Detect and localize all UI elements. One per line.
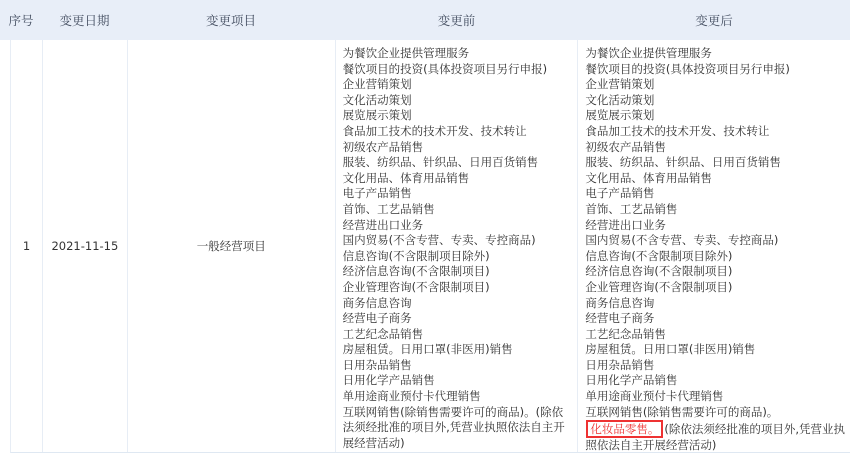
scope-text-line: 经营进出口业务: [342, 217, 424, 232]
header-before: 变更前: [437, 13, 476, 28]
scope-text-line: 商务信息咨询: [585, 295, 655, 310]
scope-text-line: 日用杂品销售: [342, 357, 412, 372]
header-seq: 序号: [8, 13, 34, 28]
scope-text-line: 信息咨询(不含限制项目除外): [342, 248, 490, 263]
highlight-annotation-box: 化妆品零售。: [586, 420, 663, 438]
after-last-post: (除依法须经批准的项目外,凭营业执照依法自主开展经营活动): [585, 422, 845, 452]
scope-text-line: 文化活动策划: [342, 92, 412, 107]
scope-text-line: 互联网销售(除销售需要许可的商品)。(除依法须经批准的项目外,凭营业执照依法自主开展经营活动): [342, 404, 565, 450]
scope-text-line: 展览展示策划: [585, 108, 655, 123]
table-header-row: [0, 0, 850, 40]
header-item: 变更项目: [205, 13, 256, 28]
before-lines: [343, 46, 572, 451]
scope-text-line: 初级农产品销售: [342, 139, 424, 154]
scope-text-line: 房屋租赁。日用口罩(非医用)销售: [585, 342, 756, 357]
cell-after: [578, 40, 850, 452]
scope-text-line: 为餐饮企业提供管理服务: [585, 46, 712, 60]
scope-text-line: 电子产品销售: [585, 186, 655, 201]
after-last-line: [585, 405, 846, 452]
scope-text-line: 经营进出口业务: [585, 217, 666, 232]
scope-text-line: 日用化学产品销售: [585, 373, 678, 388]
scope-text-line: 国内贸易(不含专营、专卖、专控商品): [342, 233, 536, 248]
scope-text-line: 首饰、工艺品销售: [342, 201, 435, 216]
scope-text-line: 文化用品、体育用品销售: [342, 170, 470, 185]
scope-text-line: 日用杂品销售: [585, 357, 655, 372]
scope-text-line: 国内贸易(不含专营、专卖、专控商品): [585, 233, 779, 248]
scope-text-line: 食品加工技术的技术开发、技术转让: [342, 123, 527, 138]
scope-text-line: 房屋租赁。日用口罩(非医用)销售: [342, 342, 513, 357]
scope-text-line: 首饰、工艺品销售: [585, 201, 678, 216]
cell-item: 一般经营项目: [128, 40, 336, 452]
scope-text-line: 企业营销策划: [342, 77, 412, 92]
scope-text-line: 工艺纪念品销售: [585, 326, 666, 341]
scope-text-line: 食品加工技术的技术开发、技术转让: [585, 123, 770, 138]
scope-text-line: 服装、纺织品、针织品、日用百货销售: [585, 155, 781, 170]
scope-text-line: 为餐饮企业提供管理服务: [342, 46, 470, 60]
cell-date: 2021-11-15: [43, 40, 128, 452]
scope-text-line: 文化用品、体育用品销售: [585, 170, 712, 185]
scope-text-line: 商务信息咨询: [342, 295, 412, 310]
scope-text-line: 日用化学产品销售: [342, 373, 435, 388]
scope-text-line: 单用途商业预付卡代理销售: [585, 389, 724, 404]
scope-text-line: 经济信息咨询(不含限制项目): [585, 264, 733, 279]
scope-text-line: 初级农产品销售: [585, 139, 666, 154]
scope-text-line: 经营电子商务: [342, 311, 412, 326]
table-row: [10, 40, 850, 453]
scope-text-line: 经济信息咨询(不含限制项目): [342, 264, 490, 279]
scope-text-line: 企业营销策划: [585, 77, 655, 92]
scope-text-line: 工艺纪念品销售: [342, 326, 424, 341]
scope-text-line: 餐饮项目的投资(具体投资项目另行申报): [342, 61, 548, 76]
after-lines: [585, 46, 846, 405]
scope-text-line: 文化活动策划: [585, 92, 655, 107]
header-after: 变更后: [695, 13, 733, 28]
cell-before: [336, 40, 579, 452]
scope-text-line: 电子产品销售: [342, 186, 412, 201]
scope-text-line: 经营电子商务: [585, 311, 655, 326]
scope-text-line: 企业管理咨询(不含限制项目): [585, 279, 733, 294]
scope-text-line: 企业管理咨询(不含限制项目): [342, 279, 490, 294]
scope-text-line: 单用途商业预付卡代理销售: [342, 389, 481, 404]
header-date: 变更日期: [59, 13, 110, 28]
cell-seq: 1: [11, 40, 43, 452]
scope-text-line: 服装、纺织品、针织品、日用百货销售: [342, 155, 539, 170]
scope-text-line: 展览展示策划: [342, 108, 412, 123]
scope-text-line: 餐饮项目的投资(具体投资项目另行申报): [585, 61, 790, 76]
scope-text-line: 信息咨询(不含限制项目除外): [585, 248, 733, 263]
after-last-pre: 互联网销售(除销售需要许可的商品)。: [585, 404, 779, 419]
